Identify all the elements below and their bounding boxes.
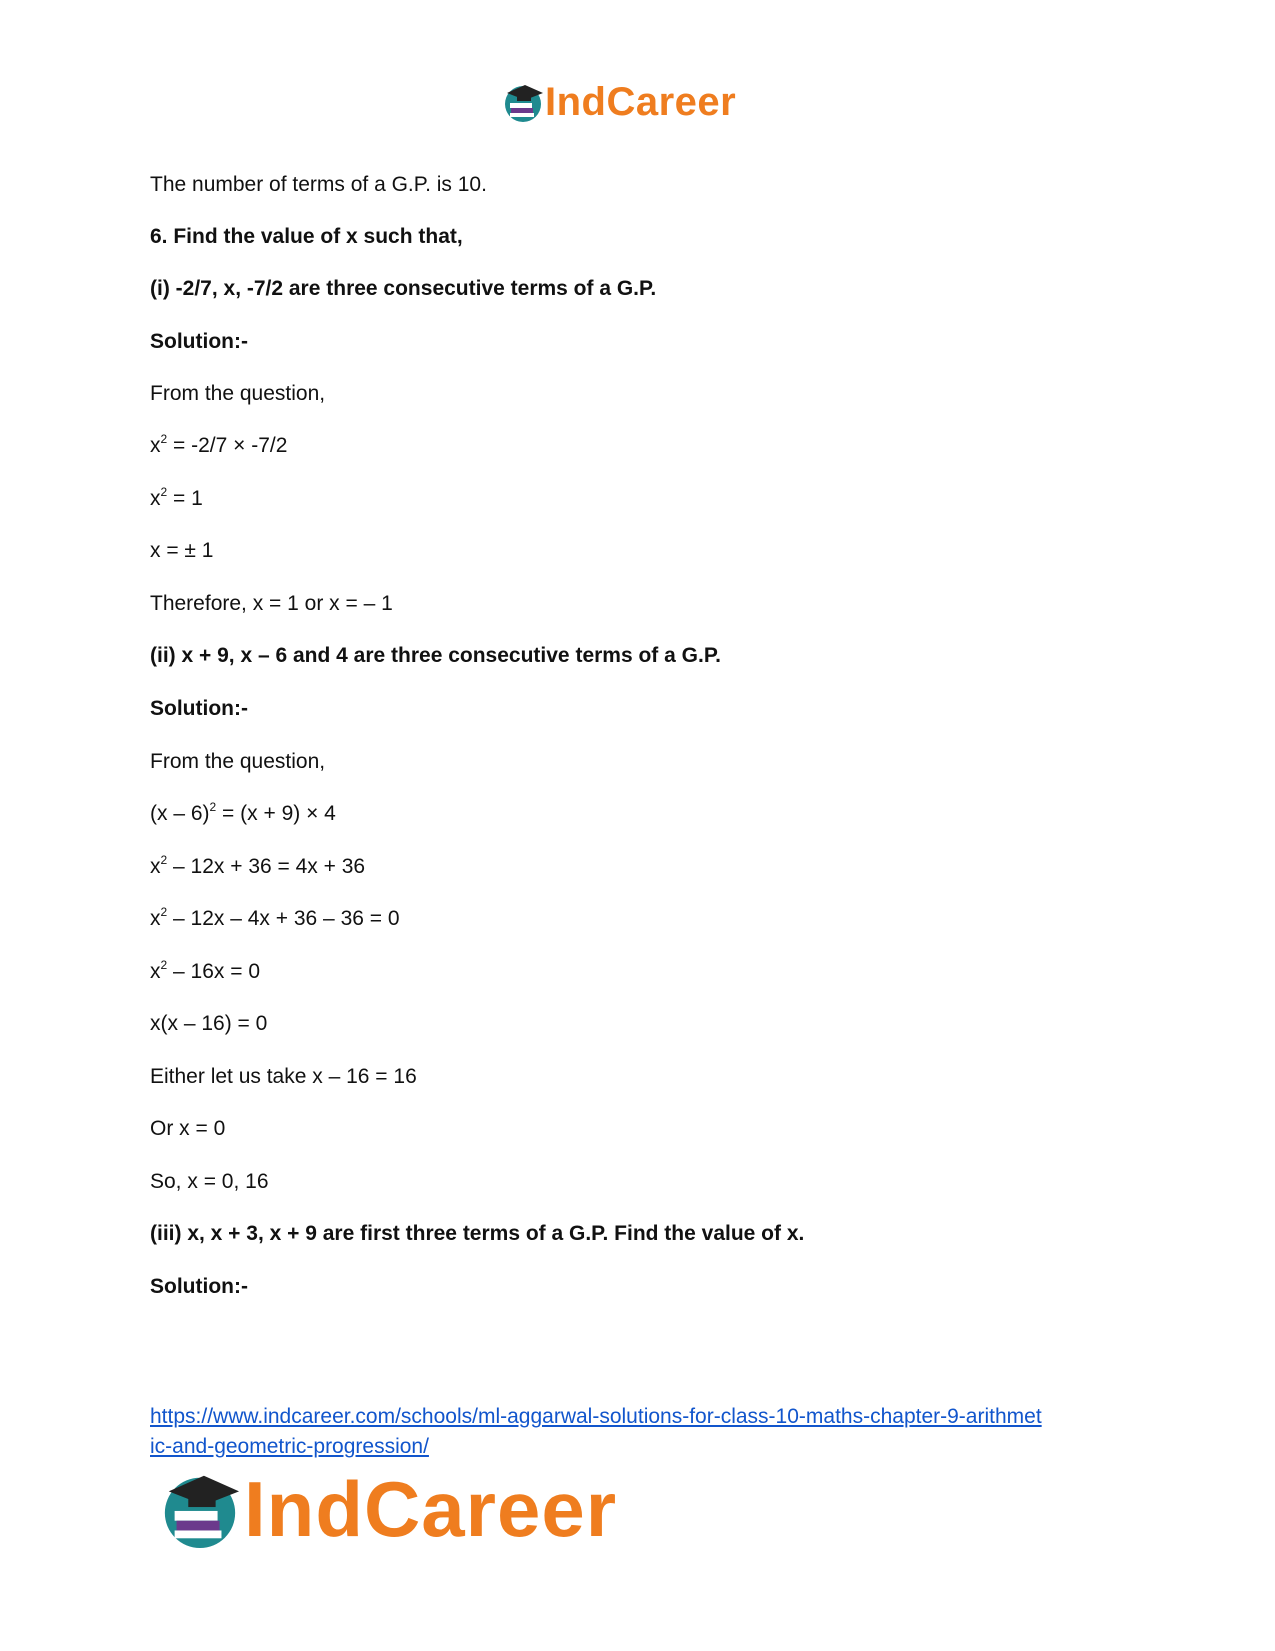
- equation-line: [150, 906, 400, 932]
- equation-line: [150, 959, 260, 985]
- variable: x: [150, 960, 161, 983]
- graduation-book-icon: [503, 81, 543, 123]
- question-part: (ii) x + 9, x – 6 and 4 are three consecutive terms of a G.P.: [150, 644, 721, 667]
- source-link[interactable]: [150, 1402, 1130, 1462]
- header-logo: [503, 78, 736, 126]
- equation-line: [150, 486, 203, 512]
- expression: (x – 6): [150, 802, 210, 825]
- text-line: From the question,: [150, 382, 326, 405]
- exponent: 2: [160, 853, 168, 867]
- question-heading: 6. Find the value of x such that,: [150, 225, 463, 248]
- solution-label: Solution:-: [150, 1275, 248, 1298]
- equation-line: [150, 433, 287, 459]
- text-line: The number of terms of a G.P. is 10.: [150, 173, 487, 196]
- footer-logo: [160, 1465, 617, 1553]
- text-line: Either let us take x – 16 = 16: [150, 1065, 417, 1088]
- equation-rest: – 12x – 4x + 36 – 36 = 0: [173, 907, 400, 930]
- variable: x: [150, 487, 161, 510]
- equation-rest: = -2/7 × -7/2: [173, 434, 288, 457]
- equation-rest: = 1: [173, 487, 203, 510]
- exponent: 2: [160, 485, 168, 499]
- equation-line: x(x – 16) = 0: [150, 1012, 268, 1035]
- source-link-line1[interactable]: https://www.indcareer.com/schools/ml-aggarwal-solutions-for-class-10-maths-chapter-9-arithmet: [150, 1405, 1042, 1428]
- text-line: So, x = 0, 16: [150, 1170, 269, 1193]
- text-line: Therefore, x = 1 or x = – 1: [150, 592, 393, 615]
- solution-label: Solution:-: [150, 330, 248, 353]
- exponent: 2: [160, 958, 168, 972]
- text-line: Or x = 0: [150, 1117, 226, 1140]
- exponent: 2: [160, 432, 168, 446]
- exponent: 2: [209, 800, 217, 814]
- variable: x: [150, 434, 161, 457]
- equation-line: x = ± 1: [150, 539, 214, 562]
- question-part: (i) -2/7, x, -7/2 are three consecutive terms of a G.P.: [150, 277, 657, 300]
- equation-line: [150, 801, 336, 827]
- equation-rest: – 12x + 36 = 4x + 36: [173, 855, 366, 878]
- variable: x: [150, 907, 161, 930]
- variable: x: [150, 855, 161, 878]
- logo-wordmark: IndCareer: [244, 1464, 618, 1553]
- source-link-line2[interactable]: ic-and-geometric-progression/: [150, 1435, 429, 1458]
- solution-label: Solution:-: [150, 697, 248, 720]
- exponent: 2: [160, 905, 168, 919]
- equation-line: [150, 854, 365, 880]
- equation-rest: = (x + 9) × 4: [222, 802, 336, 825]
- equation-rest: – 16x = 0: [173, 960, 261, 983]
- logo-wordmark: IndCareer: [545, 79, 737, 124]
- graduation-book-icon: [160, 1468, 240, 1550]
- text-line: From the question,: [150, 750, 326, 773]
- question-part: (iii) x, x + 3, x + 9 are first three terms of a G.P. Find the value of x.: [150, 1222, 805, 1245]
